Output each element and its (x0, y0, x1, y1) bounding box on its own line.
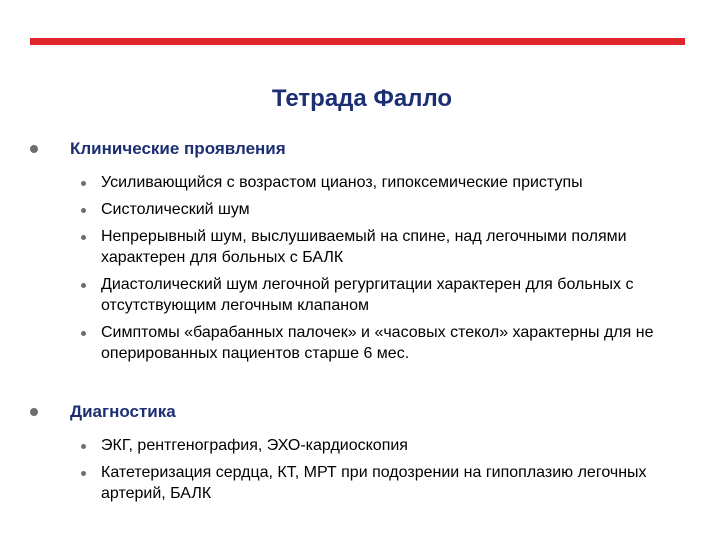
bullet-icon (30, 145, 38, 153)
list-item (81, 435, 681, 456)
slide-title: Тетрада Фалло (271, 85, 453, 112)
bullet-icon (81, 471, 86, 476)
list-item-text: Непрерывный шум, выслушиваемый на спине, над легочными полями характерен для больных с БАЛК (101, 228, 627, 266)
bullet-icon (81, 444, 86, 449)
list-item (81, 322, 681, 364)
list-item-text: Систолический шум (101, 201, 250, 218)
list-item (81, 199, 681, 220)
list-item (81, 274, 681, 316)
list-item-text: Усиливающийся с возрастом цианоз, гипоксемические приступы (101, 174, 583, 191)
diagnostics-list (81, 435, 681, 510)
section-heading: Диагностика (70, 402, 176, 421)
list-item-text: ЭКГ, рентгенография, ЭХО-кардиоскопия (101, 437, 408, 454)
bullet-icon (81, 331, 86, 336)
bullet-icon (81, 181, 86, 186)
bullet-icon (81, 235, 86, 240)
section-heading: Клинические проявления (70, 139, 286, 158)
list-item-text: Катетеризация сердца, КТ, МРТ при подозрении на гипоплазию легочных артерий, БАЛК (101, 464, 647, 502)
list-item (81, 462, 681, 504)
list-item (81, 226, 681, 268)
list-item-text: Симптомы «барабанных палочек» и «часовых стекол» характерны для не оперированных пациентов старше 6 мес. (101, 324, 654, 362)
bullet-icon (81, 283, 86, 288)
bullet-icon (81, 208, 86, 213)
clinical-list (81, 172, 681, 370)
list-item (81, 172, 681, 193)
top-accent-rule (30, 38, 685, 45)
bullet-icon (30, 408, 38, 416)
list-item-text: Диастолический шум легочной регургитации характерен для больных с отсутствующим легочным клапаном (101, 276, 634, 314)
